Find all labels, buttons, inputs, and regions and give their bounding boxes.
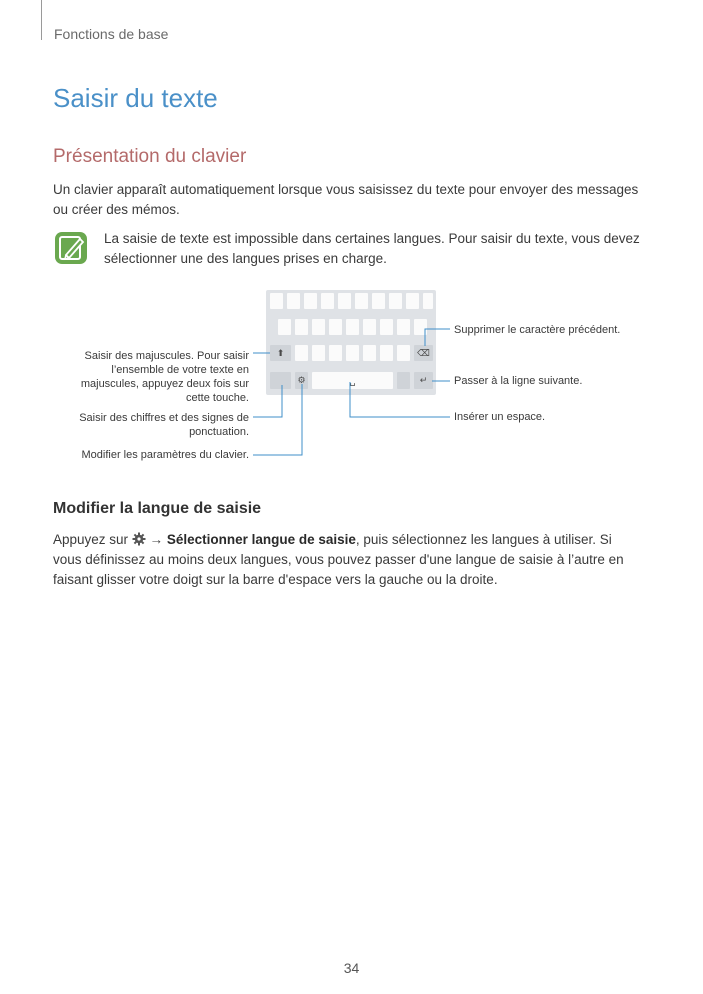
key xyxy=(363,319,376,335)
key xyxy=(363,345,376,361)
page-title: Saisir du texte xyxy=(53,83,218,113)
symbols-key xyxy=(270,372,291,389)
arrow-up-icon: ⬆ xyxy=(276,348,285,358)
backspace-icon: ⌫ xyxy=(417,348,430,358)
settings-key xyxy=(295,372,308,389)
callout-settings: Modifier les paramètres du clavier. xyxy=(81,449,249,461)
note-text: La saisie de texte est impossible dans certaines langues. Pour saisir du texte, vous devez sélectionner une des langues prises en charge. xyxy=(104,231,640,266)
key xyxy=(312,345,325,361)
key xyxy=(397,372,410,389)
section-heading-keyboard: Présentation du clavier xyxy=(53,146,247,167)
gear-icon xyxy=(132,532,146,546)
backspace-key xyxy=(414,345,433,361)
key xyxy=(338,293,351,309)
callout-shift: Saisir des majuscules. Pour saisir l’ensemble de votre texte en majuscules, appuyez deux fois sur cette touche. xyxy=(80,350,249,404)
menu-path: Sélectionner langue de saisie xyxy=(166,532,356,547)
callout-enter: Passer à la ligne suivante. xyxy=(454,375,583,387)
key xyxy=(321,293,334,309)
key xyxy=(287,293,300,309)
key xyxy=(329,319,342,335)
key xyxy=(397,319,410,335)
text-before: Appuyez sur xyxy=(53,532,132,547)
key xyxy=(355,293,368,309)
section-header: Fonctions de base xyxy=(54,26,169,42)
space-key xyxy=(312,372,393,389)
key xyxy=(397,345,410,361)
key xyxy=(423,293,433,309)
arrow-text: → xyxy=(145,532,167,547)
pencil-note-icon xyxy=(54,231,88,265)
key xyxy=(304,293,317,309)
key xyxy=(372,293,385,309)
key xyxy=(380,319,393,335)
gear-icon: ⚙ xyxy=(297,375,306,385)
keyboard-illustration xyxy=(266,290,436,395)
page-number: 34 xyxy=(343,960,360,976)
key xyxy=(278,319,291,335)
key xyxy=(380,345,393,361)
section-heading-language: Modifier la langue de saisie xyxy=(53,500,262,517)
intro-paragraph: Un clavier apparaît automatiquement lorsque vous saisissez du texte pour envoyer des messages ou créer des mémos. xyxy=(53,182,639,217)
callout-backspace: Supprimer le caractère précédent. xyxy=(454,324,621,336)
shift-key xyxy=(270,345,291,361)
callout-symbols: Saisir des chiffres et des signes de ponctuation. xyxy=(79,412,249,438)
key xyxy=(389,293,402,309)
enter-icon: ↵ xyxy=(419,375,428,385)
key xyxy=(329,345,342,361)
language-paragraph xyxy=(53,530,643,590)
key xyxy=(346,345,359,361)
key xyxy=(270,293,283,309)
key xyxy=(406,293,419,309)
key xyxy=(295,319,308,335)
key xyxy=(414,319,427,335)
callout-space: Insérer un espace. xyxy=(454,411,546,423)
key xyxy=(312,319,325,335)
header-rule xyxy=(41,0,42,40)
key xyxy=(295,345,308,361)
enter-key xyxy=(414,372,433,389)
key xyxy=(346,319,359,335)
space-icon: ␣ xyxy=(349,376,356,386)
text-after: , puis sélectionnez les langues à utiliser. Si vous définissez au moins deux langues, vous pouvez passer d'une langue de saisie à l’autre en faisant glisser votre doigt sur la barre d'espace vers la gauche ou la droite. xyxy=(53,532,624,587)
